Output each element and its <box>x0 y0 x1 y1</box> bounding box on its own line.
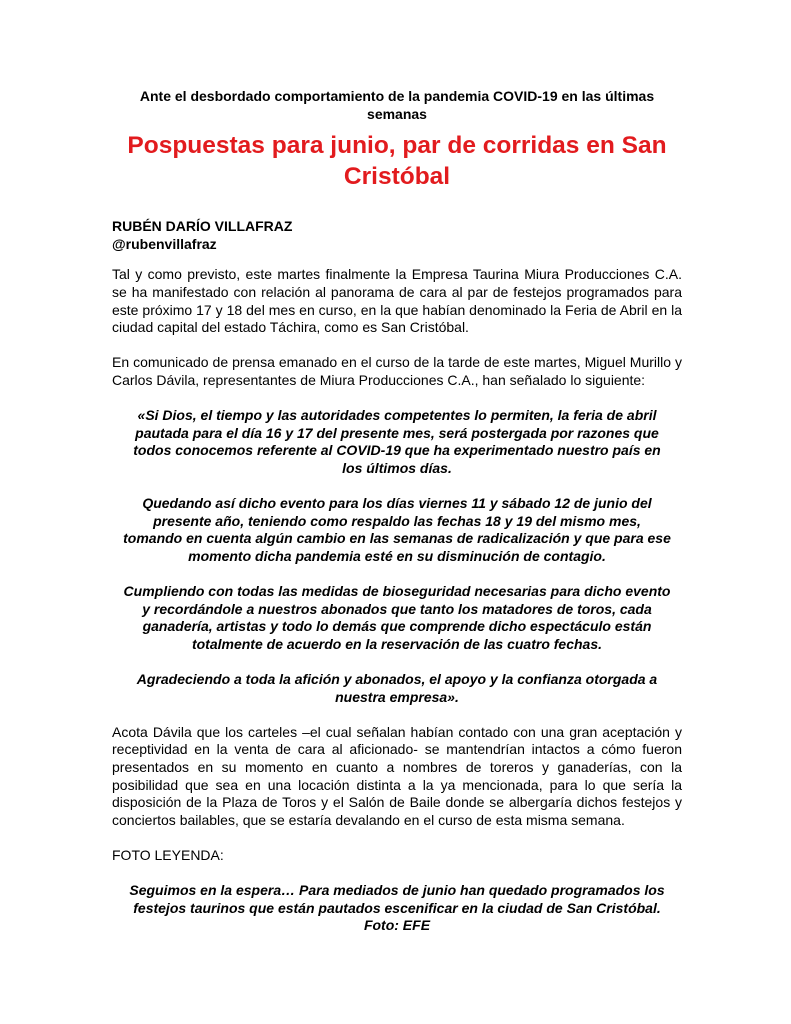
lead-paragraph-1: Tal y como previsto, este martes finalmente la Empresa Taurina Miura Producciones C.A. se ha manifestado con relación al panorama de cara al par de festejos programados para este próximo 17 y 18 del mes en curso, en la que habían denominado la Feria de Abril en la ciudad capital del estado Táchira, como es San Cristóbal. <box>112 266 682 336</box>
quote-paragraph-3: Cumpliendo con todas las medidas de bioseguridad necesarias para dicho evento y recordándole a nuestros abonados que tanto los matadores de toros, cada ganadería, artistas y todo lo demás que comprende dicho espectáculo están totalmente de acuerdo en la reservación de las cuatro fechas. <box>123 583 671 652</box>
lead-paragraph-2: En comunicado de prensa emanado en el curso de la tarde de este martes, Miguel Murillo y Carlos Dávila, representantes de Miura Producciones C.A., han señalado lo siguiente: <box>112 354 682 388</box>
photo-caption-text: Seguimos en la espera… Para mediados de junio han quedado programados los festejos taurinos que están pautados escenificar en la ciudad de San Cristóbal. <box>129 882 665 916</box>
byline-block <box>112 218 682 253</box>
quote-paragraph-2: Quedando así dicho evento para los días viernes 11 y sábado 12 de junio del presente año, teniendo como respaldo las fechas 18 y 19 del mismo mes, tomando en cuenta algún cambio en las semanas de radicalización y que para ese momento dicha pandemia esté en su disminución de contagio. <box>123 495 671 564</box>
author-name: RUBÉN DARÍO VILLAFRAZ <box>112 218 293 235</box>
article-headline: Pospuestas para junio, par de corridas en San Cristóbal <box>127 132 667 191</box>
photo-legend-label: FOTO LEYENDA: <box>112 846 224 863</box>
quote-paragraph-1: «Si Dios, el tiempo y las autoridades competentes lo permiten, la feria de abril pautada para el día 16 y 17 del presente mes, será postergada por razones que todos conocemos referente al COVID-19 que ha experimentado nuestro país en los últimos días. <box>133 407 661 476</box>
photo-caption-credit: Foto: EFE <box>363 917 431 934</box>
article-body <box>112 266 682 935</box>
photo-caption <box>112 882 682 935</box>
quote-paragraph-4: Agradeciendo a toda la afición y abonados, el apoyo y la confianza otorgada a nuestra empresa». <box>136 671 658 705</box>
author-handle: @rubenvillafraz <box>112 235 217 252</box>
closing-paragraph: Acota Dávila que los carteles –el cual señalan habían contado con una gran aceptación y receptividad en la venta de cara al aficionado- se mantendrían intactos a cómo fueron presentados en su momento en cuanto a nombres de toreros y ganaderías, con la posibilidad que sea en una locación distinta a la ya mencionada, para lo que sería la disposición de la Plaza de Toros y el Salón de Baile donde se albergaría dichos festejos y conciertos bailables, que se estaría devalando en el curso de esta misma semana. <box>112 723 682 828</box>
article-kicker: Ante el desbordado comportamiento de la pandemia COVID-19 en las últimas semanas <box>139 88 655 122</box>
